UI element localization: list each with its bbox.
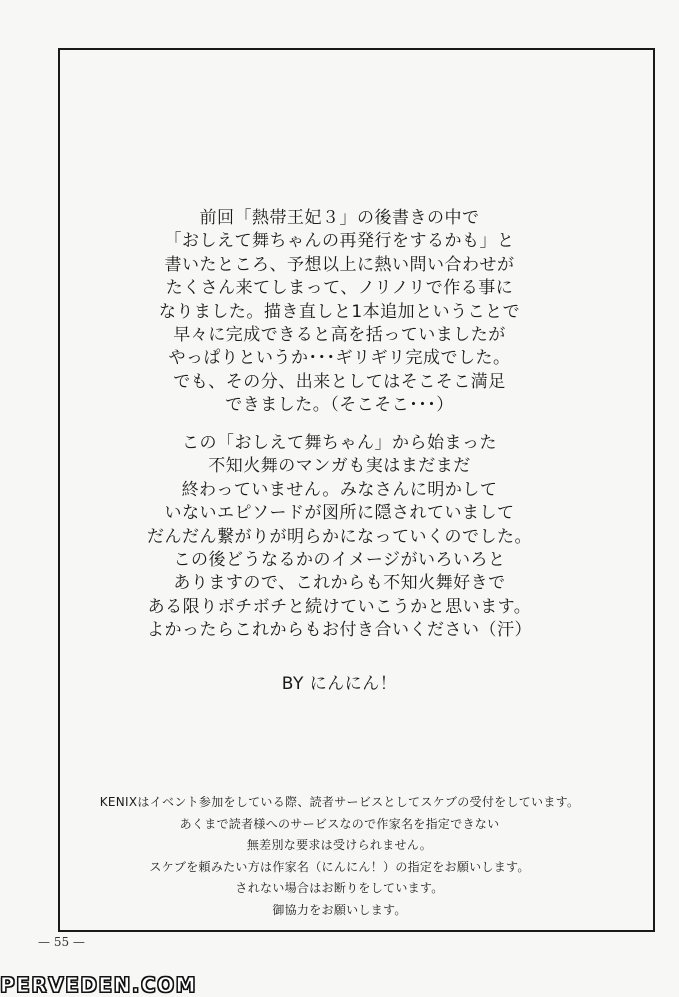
text-line: よかったらこれからもお付き合いください（汗） <box>147 620 532 641</box>
page-number: — 55 — <box>38 935 85 949</box>
notice-line: スケブを頼みたい方は作家名（にんにん！）の指定をお願いします。 <box>149 859 530 874</box>
notice-line: KENIXはイベント参加をしている際、読者サービスとしてスケブの受付をしています。 <box>99 795 580 809</box>
text-line: 「おしえて舞ちゃんの再発行をするかも」と <box>164 231 515 252</box>
afterword-paragraph-2 <box>0 432 679 643</box>
text-line: なりました。描き直しと1本追加ということで <box>158 301 521 322</box>
text-line: 不知火舞のマンガも実はまだまだ <box>208 456 471 477</box>
text-line: だんだん繋がりが明らかになっていくのでした。 <box>147 526 532 547</box>
text-line: この「おしえて舞ちゃん」から始まった <box>182 433 497 453</box>
text-line: ある限りボチボチと続けていこうかと思います。 <box>147 596 532 617</box>
text-line: 終わっていません。みなさんに明かして <box>181 479 498 500</box>
author-signature: BY にんにん！ <box>281 674 398 694</box>
site-watermark: PERVEDEN.COM <box>0 973 198 997</box>
text-line: 早々に完成できると高を括っていましたが <box>173 325 506 346</box>
text-line: でも、その分、出来としてはそこそこ満足 <box>173 371 506 392</box>
notice-line: 無差別な要求は受けられません。 <box>246 838 433 853</box>
text-line: たくさん来てしまって、ノリノリで作る事に <box>165 278 514 299</box>
notice-line: あくまで読者様へのサービスなので作家名を指定できない <box>179 816 500 831</box>
sketchbook-notice <box>0 792 679 922</box>
text-line: できました。（そこそこ･･･） <box>225 395 454 416</box>
afterword-paragraph-1 <box>0 207 679 418</box>
text-line: いないエピソードが図所に隠されていまして <box>164 503 515 524</box>
notice-line: 御協力をお願いします。 <box>272 902 407 917</box>
text-line: 書いたところ、予想以上に熱い問い合わせが <box>164 254 515 275</box>
text-line: やっぱりというか･･･ギリギリ完成でした。 <box>168 348 511 369</box>
notice-line: されない場合はお断りをしています。 <box>235 881 444 896</box>
text-line: この後どうなるかのイメージがいろいろと <box>173 550 506 571</box>
text-line: ありますので、これからも不知火舞好きで <box>173 573 506 594</box>
text-line: 前回「熱帯王妃３」の後書きの中で <box>199 208 480 228</box>
